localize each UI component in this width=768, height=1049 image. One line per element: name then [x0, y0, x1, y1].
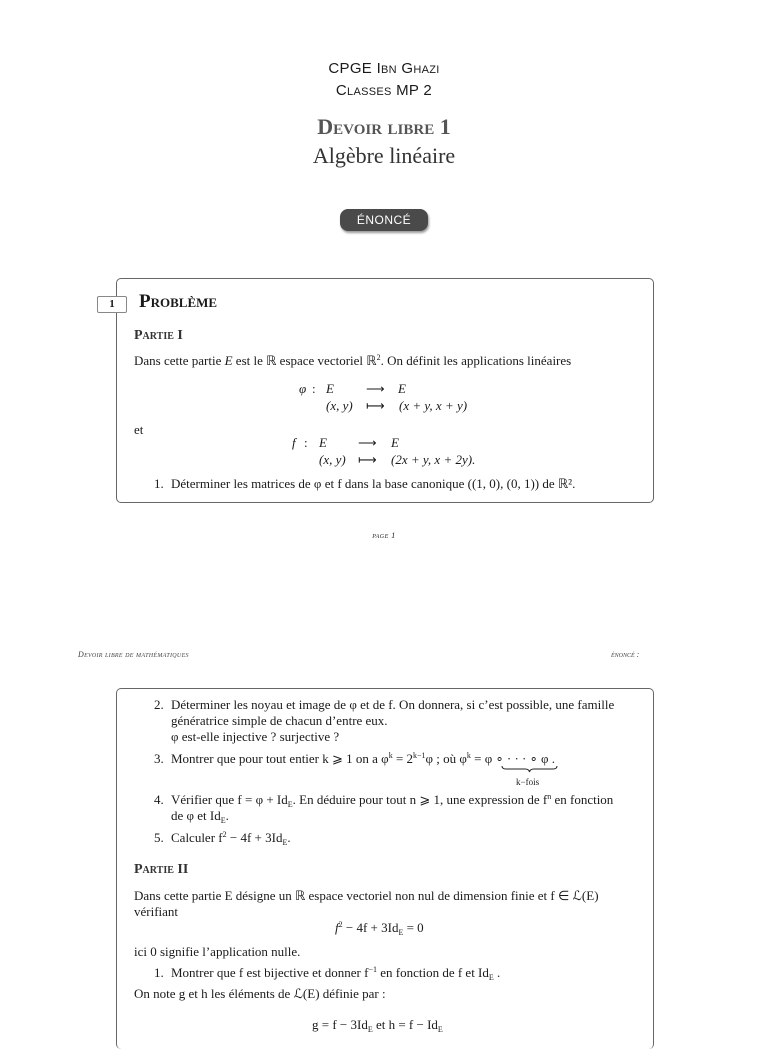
part1-q1-text: Déterminer les matrices de φ et f dans la base canonique ((1, 0), (0, 1)) de ℝ².: [171, 476, 576, 491]
part2-q1-text: Montrer que f est bijective et donner $f^{-1}$ en fonction de f et $Id_E$ .: [171, 965, 501, 982]
part1-q2-line1: Déterminer les noyau et image de φ et de f. On donnera, si c’est possible, une famille: [171, 697, 615, 712]
part2-zero-note: ici 0 signifie l’application nulle.: [134, 944, 301, 959]
underbrace-label: k−fois: [516, 777, 540, 787]
part2-gh-equation: $g = f - 3Id_E$ et $h = f - Id_E$: [312, 1017, 443, 1034]
underbrace-icon: [501, 765, 558, 773]
part1-q5-text: Calculer $f^2 - 4f + 3Id_E$.: [171, 830, 291, 847]
class-name: Classes MP 2: [335, 82, 433, 99]
part1-title: Partie I: [134, 328, 183, 343]
part1-q3-number: 3.: [154, 751, 164, 766]
part1-q2-number: 2.: [154, 697, 164, 712]
running-header-right: énoncé :: [611, 650, 640, 659]
part2-title: Partie II: [134, 862, 189, 877]
part1-intro: Dans cette partie E est le ℝ espace vectoriel ℝ$^2$. On définit les applications linéaires: [134, 353, 572, 368]
part1-q1-number: 1.: [154, 476, 164, 491]
part2-q1-number: 1.: [154, 965, 164, 980]
part1-q2-line3: φ est-elle injective ? surjective ?: [171, 729, 340, 744]
running-header-left: Devoir libre de mathématiques: [78, 650, 189, 659]
problem-number-tag: 1: [97, 296, 127, 313]
et-connector: et: [134, 422, 144, 437]
part2-equation: $f^2 - 4f + 3Id_E = 0$: [335, 920, 424, 937]
subject-title: Algèbre linéaire: [312, 143, 456, 168]
part2-gh-line: On note g et h les éléments de ℒ(E) définie par :: [134, 986, 386, 1001]
part1-q5-number: 5.: [154, 830, 164, 845]
page-number: page 1: [372, 531, 396, 540]
problem-title: Problème: [139, 291, 218, 312]
part1-q2-line2: génératrice simple de chacun d’entre eux.: [171, 713, 388, 728]
part2-intro-line1: Dans cette partie E désigne un ℝ espace vectoriel non nul de dimension finie et f ∈ ℒ(E): [134, 888, 599, 903]
assignment-title: Devoir libre 1: [317, 114, 451, 139]
part1-q4-line2: de φ et $Id_E$.: [171, 808, 229, 825]
part1-q3-text: Montrer que pour tout entier k ⩾ 1 on a $\varphi^k = 2^{k-1}\varphi$ ; où $\varphi^k = \varphi$ ∘ · · · ∘ φ .: [171, 751, 556, 766]
school-name: CPGE Ibn Ghazi: [328, 60, 440, 77]
document-page: CPGE Ibn Ghazi Classes MP 2 Devoir libre 1 Algèbre linéaire ÉNONCÉ 1 Problème Partie I Dans cette partie E est le ℝ espace vectoriel ℝ$^2$. On définit les applications linéaires φ : E ⟶ E (x, y) ⟼ (x + y, x + y) et f : E ⟶ E (x, y) ⟼ (2x + y, x + 2y). 1. Déterminer les matrices de φ et f dans la base canonique ((1, 0), (0, 1)) de ℝ². page 1 Devoir libre de mathématiques énoncé : 2. Déterminer les noyau et image de φ et de f. On donnera, si c’est possible, une famille génératrice simple de chacun d’entre eux. φ est-elle injective ? surjective ? 3. Montrer que pour tout entier k ⩾ 1 on a $\varphi^k = 2^{k-1}\varphi$ ; où $\varphi^k = \varphi$ ∘ · · · ∘ φ . k−fois 4. Vérifier que $f = \varphi + Id_E$. En déduire pour tout n ⩾ 1, une expression de $f^n$ en fonction de φ et $Id_E$. 5. Calculer $f^2 - 4f + 3Id_E$. Partie II Dans cette partie E désigne un ℝ espace vectoriel non nul de dimension finie et f ∈ ℒ(E) vérifiant $f^2 - 4f + 3Id_E = 0$ ici 0 signifie l’application nulle. 1. Montrer que f est bijective et donner $f^{-1}$ en fonction de f et $Id_E$ . On note g et h les éléments de ℒ(E) définie par : $g = f - 3Id_E$ et $h = f - Id_E$: [0, 0, 768, 1024]
enonce-badge: ÉNONCÉ: [340, 209, 428, 231]
part1-q4-line1: Vérifier que $f = \varphi + Id_E$. En déduire pour tout n ⩾ 1, une expression de $f^n$ en fonction: [171, 792, 614, 809]
part1-q4-number: 4.: [154, 792, 164, 807]
part2-intro-line2: vérifiant: [134, 904, 179, 919]
